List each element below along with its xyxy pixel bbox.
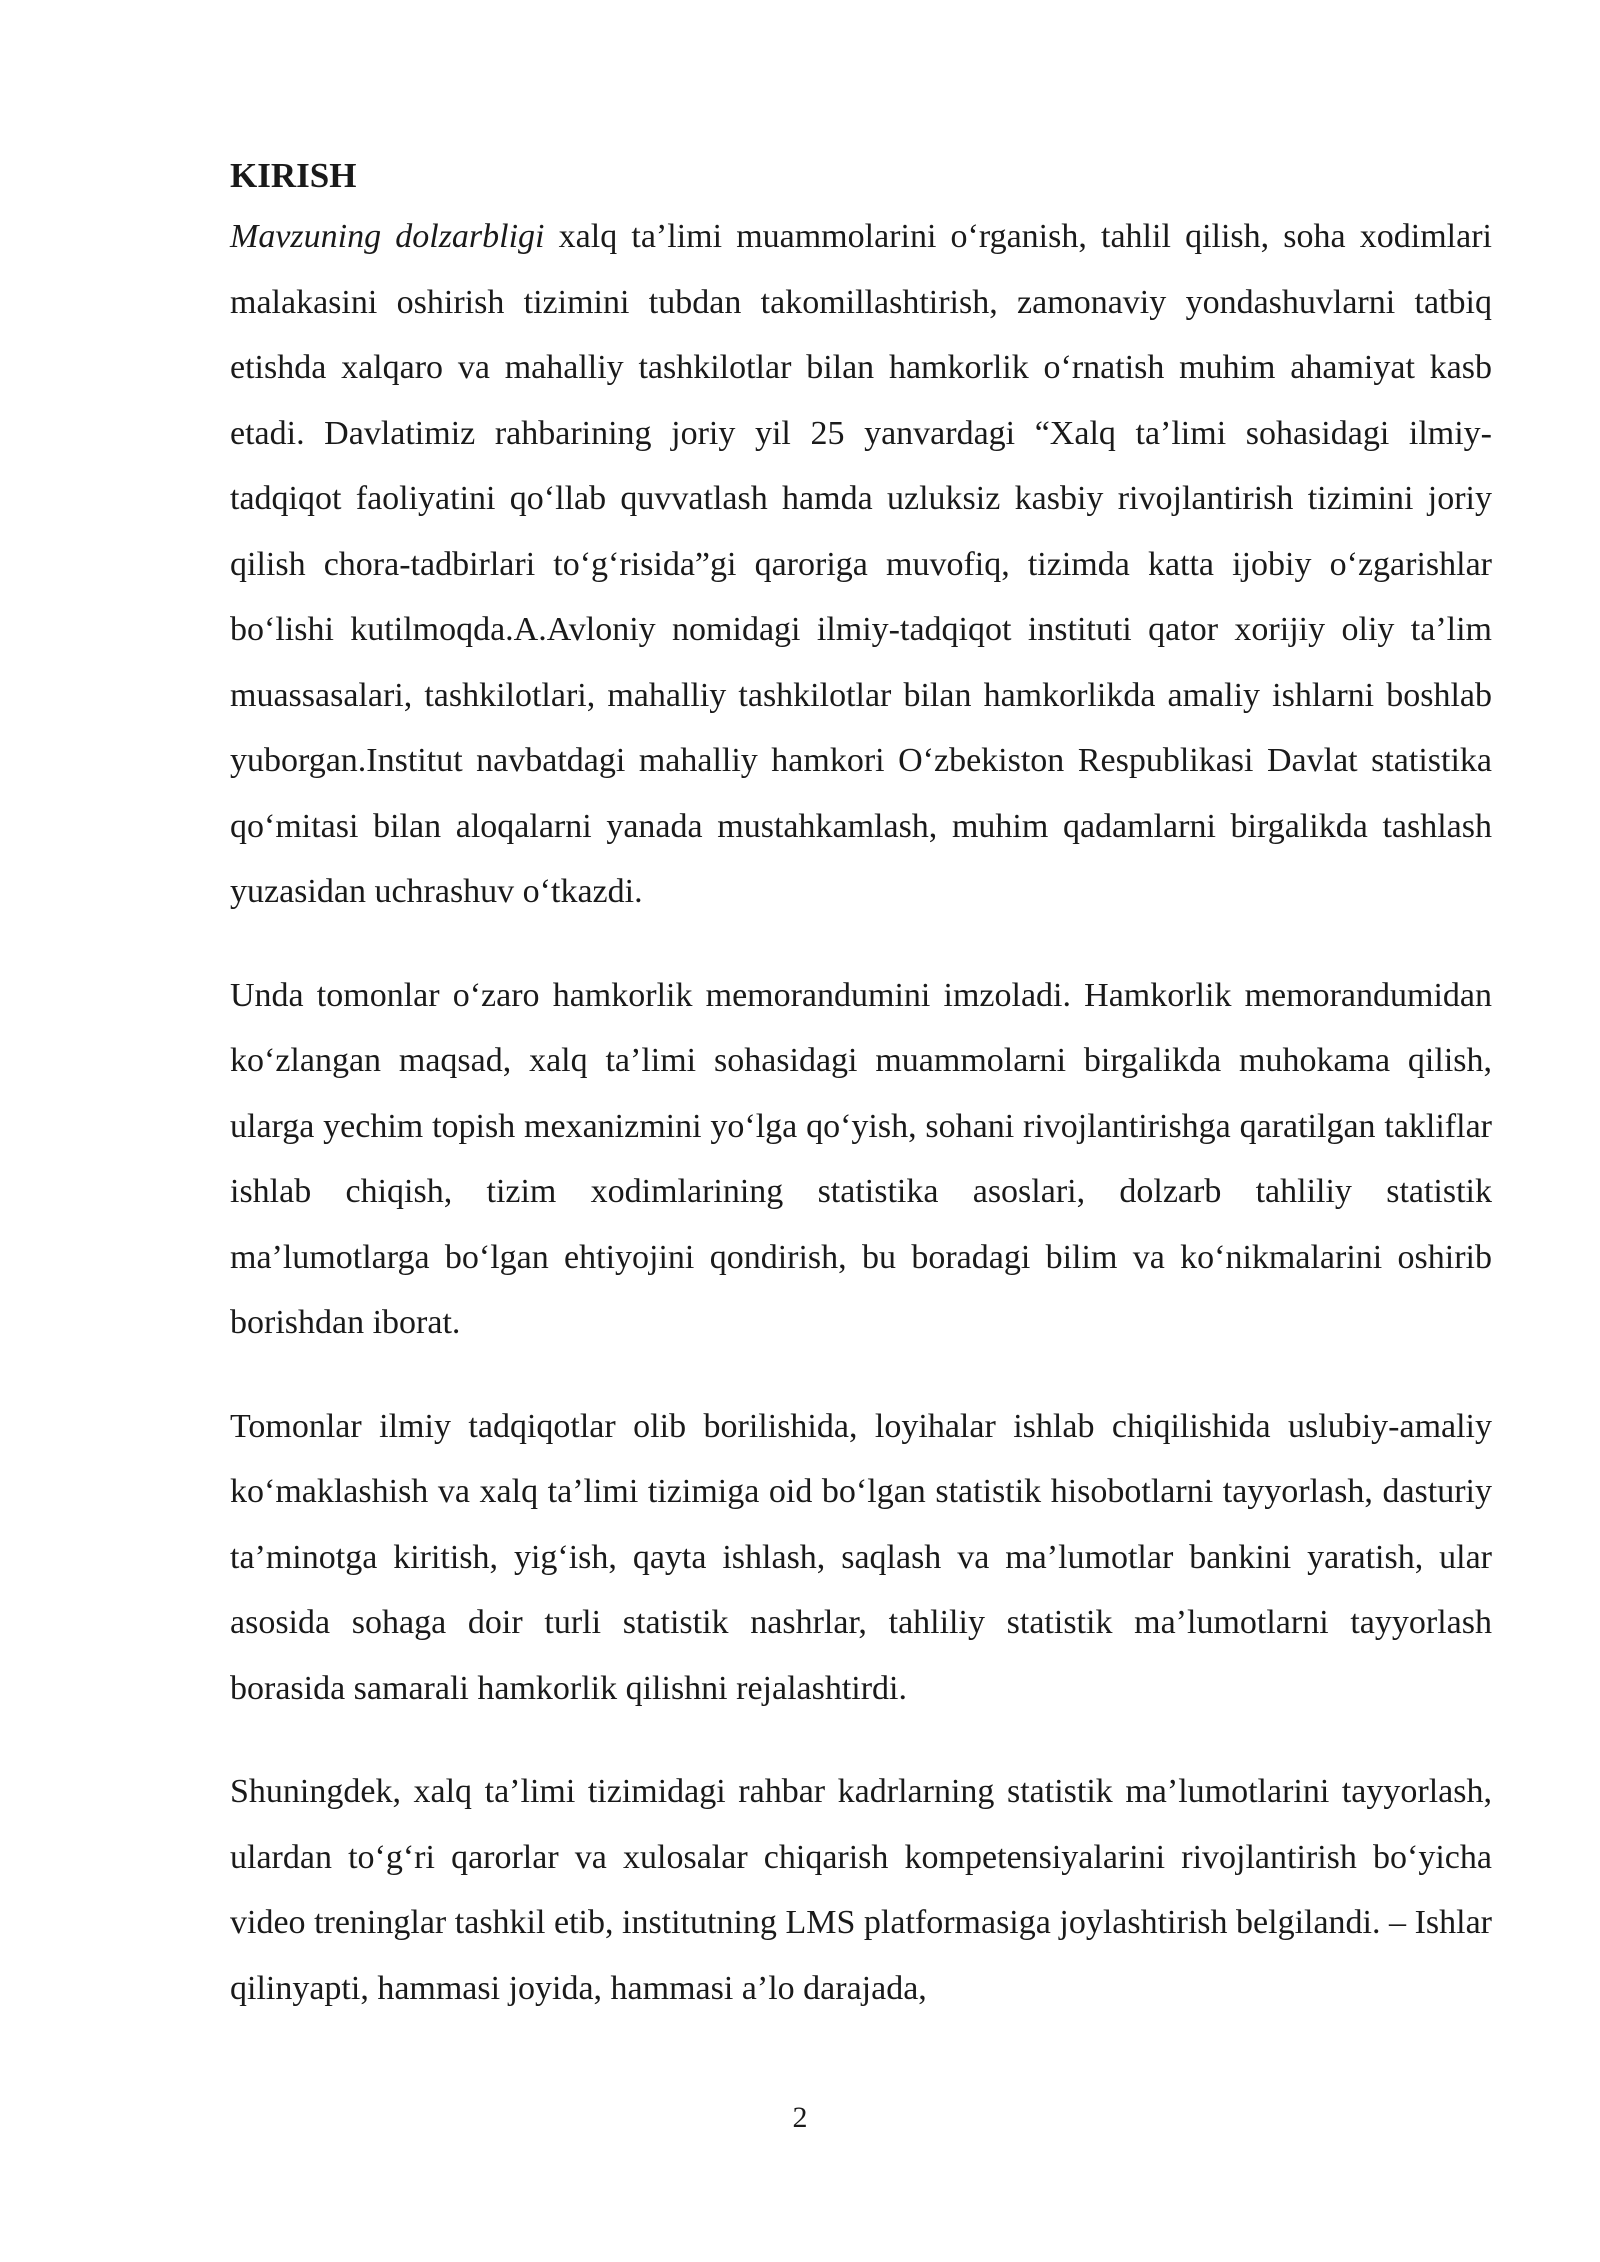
paragraph-3: Tomonlar ilmiy tadqiqotlar olib borilishida, loyihalar ishlab chiqilishida uslubiy-amaliy ko‘maklashish va xalq ta’limi tizimiga oid bo‘lgan statistik hisobotlarni tayyorlash, dasturiy ta’minotga kiritish, yig‘ish, qayta ishlash, saqlash va ma’lumotlar bankini yaratish, ular asosida sohaga doir turli statistik nashrlar, tahliliy statistik ma’lumotlarni tayyorlash borasida samarali hamkorlik qilishni rejalashtirdi. [230, 1407, 1492, 1707]
paragraph-1 [230, 204, 1492, 925]
paragraph-4: Shuningdek, xalq ta’limi tizimidagi rahbar kadrlarning statistik ma’lumotlarini tayyorlash, ulardan to‘g‘ri qarorlar va xulosalar chiqarish kompetensiyalarini rivojlantirish bo‘yicha video treninglar tashkil etib, institutning LMS platformasiga joylashtirish belgilandi. – Ishlar qilinyapti, hammasi joyida, hammasi a’lo darajada, [230, 1773, 1492, 2007]
page-body [230, 150, 1492, 2059]
paragraph-1-text: xalq ta’limi muammolarini o‘rganish, tahlil qilish, soha xodimlari malakasini oshirish tizimini tubdan takomillashtirish, zamonaviy yondashuvlarni tatbiq etishda xalqaro va mahalliy tashkilotlar bilan hamkorlik o‘rnatish muhim ahamiyat kasb etadi. Davlatimiz rahbarining joriy yil 25 yanvardagi “Xalq ta’limi sohasidagi ilmiy-tadqiqot faoliyatini qo‘llab quvvatlash hamda uzluksiz kasbiy rivojlantirish tizimini joriy qilish chora-tadbirlari to‘g‘risida”gi qaroriga muvofiq, tizimda katta ijobiy o‘zgarishlar bo‘lishi kutilmoqda.A.Avloniy nomidagi ilmiy-tadqiqot instituti qator xorijiy oliy ta’lim muassasalari, tashkilotlari, mahalliy tashkilotlar bilan hamkorlikda amaliy ishlarni boshlab yuborgan.Institut navbatdagi mahalliy hamkori O‘zbekiston Respublikasi Davlat statistika qo‘mitasi bilan aloqalarni yanada mustahkamlash, muhim qadamlarni birgalikda tashlash yuzasidan uchrashuv o‘tkazdi. [230, 218, 1492, 910]
topic-relevance-label: Mavzuning dolzarbligi [230, 218, 545, 255]
paragraph-2: Unda tomonlar o‘zaro hamkorlik memorandumini imzoladi. Hamkorlik memorandumidan ko‘zlangan maqsad, xalq ta’limi sohasidagi muammolarni birgalikda muhokama qilish, ularga yechim topish mexanizmini yo‘lga qo‘yish, sohani rivojlantirishga qaratilgan takliflar ishlab chiqish, tizim xodimlarining statistika asoslari, dolzarb tahliliy statistik ma’lumotlarga bo‘lgan ehtiyojini qondirish, bu boradagi bilim va ko‘nikmalarini oshirib borishdan iborat. [230, 976, 1492, 1341]
section-heading: KIRISH [230, 156, 357, 195]
page-number: 2 [792, 2101, 808, 2134]
